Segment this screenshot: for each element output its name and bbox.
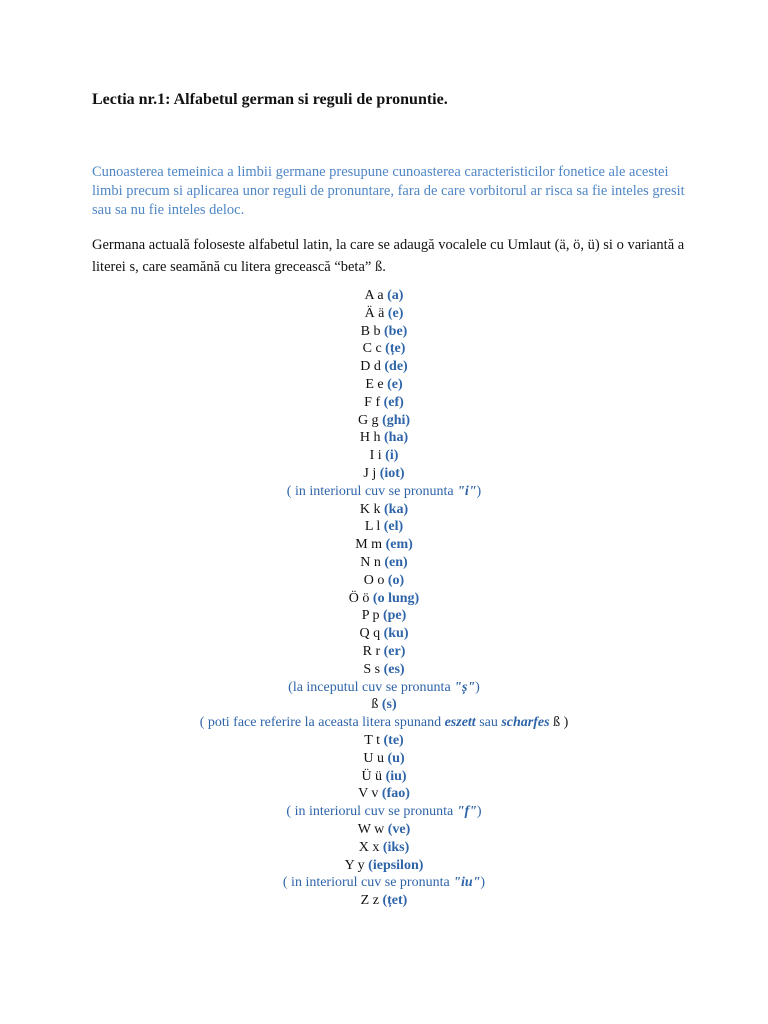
letter: J j [363,465,377,481]
note-j: ( in interiorul cuv se pronunta "i") [286,483,482,499]
page-title: Lectia nr.1: Alfabetul german si reguli de pronuntie. [92,91,448,108]
letter-row-f [0,394,768,412]
pronunciation: (ef) [383,394,404,410]
letter-row-w [0,821,768,839]
letter-row-m [0,536,768,554]
pronunciation: (a) [387,288,404,303]
letter-row-g [0,412,768,430]
letter: Z z [360,893,379,909]
letter-row-l [0,518,768,536]
letter: M m [355,537,383,553]
pronunciation: (iks) [382,839,410,855]
note-y: ( in interiorul cuv se pronunta "iu") [282,875,486,891]
note-s: (la inceputul cuv se pronunta "ș") [288,679,480,695]
pronunciation: (e) [387,305,404,321]
letter-row-k [0,501,768,519]
letter-row-r [0,643,768,661]
letter-row-h [0,429,768,447]
letter: L l [364,519,381,535]
letter: A a [364,288,384,303]
letter-row-p [0,607,768,625]
letter-row-x [0,839,768,857]
letter-row-u-umlaut [0,768,768,786]
letter-row-z [0,892,768,910]
letter-row-a-umlaut [0,305,768,323]
letter-row-a [0,287,768,305]
note-v: ( in interiorul cuv se pronunta "f") [286,804,482,820]
letter-row-o-umlaut [0,590,768,608]
pronunciation: (ghi) [382,412,411,428]
letter-row-y [0,857,768,875]
pronunciation: (o) [387,572,405,588]
letter: Q q [359,626,381,642]
pronunciation: (s) [381,697,397,713]
pronunciation: (u) [387,750,405,766]
pronunciation: (el) [383,519,404,535]
letter: D d [360,359,381,375]
letter: E e [365,376,384,392]
pronunciation: (pe) [382,608,407,624]
letter-row-b [0,323,768,341]
letter: Ä ä [364,305,385,321]
letter-row-n [0,554,768,572]
pronunciation: (e) [387,376,403,392]
letter: F f [364,394,381,410]
pronunciation: (be) [384,323,408,339]
pronunciation: (ka) [384,501,409,517]
letter: W w [357,821,385,837]
letter-row-i [0,447,768,465]
pronunciation: (ku) [383,626,409,642]
letter: V v [358,786,379,802]
letter: T t [364,732,380,748]
intro-paragraph: Cunoasterea temeinica a limbii germane presupune cunoasterea caracteristicilor fonetice ale acestei limbi precum si aplicarea unor reguli de pronuntare, fara de care vorbitorul ar risca sa fie inteles gresit sau sa nu fie inteles deloc. [92,164,685,218]
letter-row-s [0,661,768,679]
letter: ß [371,697,379,713]
alphabet-description: Germana actuală foloseste alfabetul latin, la care se adaugă vocalele cu Umlaut (ä, ö, ü) si o variantă a literei s, care seamănă cu litera grecească “beta” ß. [92,237,685,275]
letter-row-j [0,465,768,483]
letter: B b [360,323,381,339]
letter: I i [369,448,382,464]
letter: X x [358,839,380,855]
pronunciation: (em) [385,537,413,553]
letter: C c [362,341,382,357]
letter: Y y [344,857,365,873]
letter: U u [363,750,384,766]
letter: K k [359,501,381,517]
pronunciation: (ve) [387,821,411,837]
pronunciation: (en) [384,554,408,570]
letter-row-eszett [0,696,768,714]
letter: O o [363,572,385,588]
pronunciation: (țet) [382,893,408,909]
letter: N n [360,554,381,570]
letter-row-u [0,750,768,768]
alphabet-list [0,287,768,910]
letter-row-t [0,732,768,750]
letter: Ü ü [361,768,383,784]
pronunciation: (er) [383,643,406,659]
pronunciation: (iu) [385,768,407,784]
pronunciation: (ha) [384,430,409,446]
pronunciation: (o lung) [372,590,420,606]
letter-row-c [0,340,768,358]
note-eszett: ( poti face referire la aceasta litera spunand eszett sau scharfes ß ) [199,715,569,731]
pronunciation: (iot) [379,465,405,481]
letter-row-q [0,625,768,643]
letter: R r [362,643,381,659]
pronunciation: (țe) [385,341,406,357]
pronunciation: (iepsilon) [368,857,424,873]
letter: H h [359,430,381,446]
letter-row-d [0,358,768,376]
pronunciation: (fao) [381,786,410,802]
letter-row-e [0,376,768,394]
pronunciation: (es) [383,661,405,677]
pronunciation: (i) [385,448,399,464]
letter: S s [363,661,381,677]
pronunciation: (te) [383,732,404,748]
letter-row-o [0,572,768,590]
letter-row-v [0,785,768,803]
letter: Ö ö [348,590,370,606]
letter: P p [361,608,380,624]
letter: G g [357,412,379,428]
pronunciation: (de) [384,359,408,375]
